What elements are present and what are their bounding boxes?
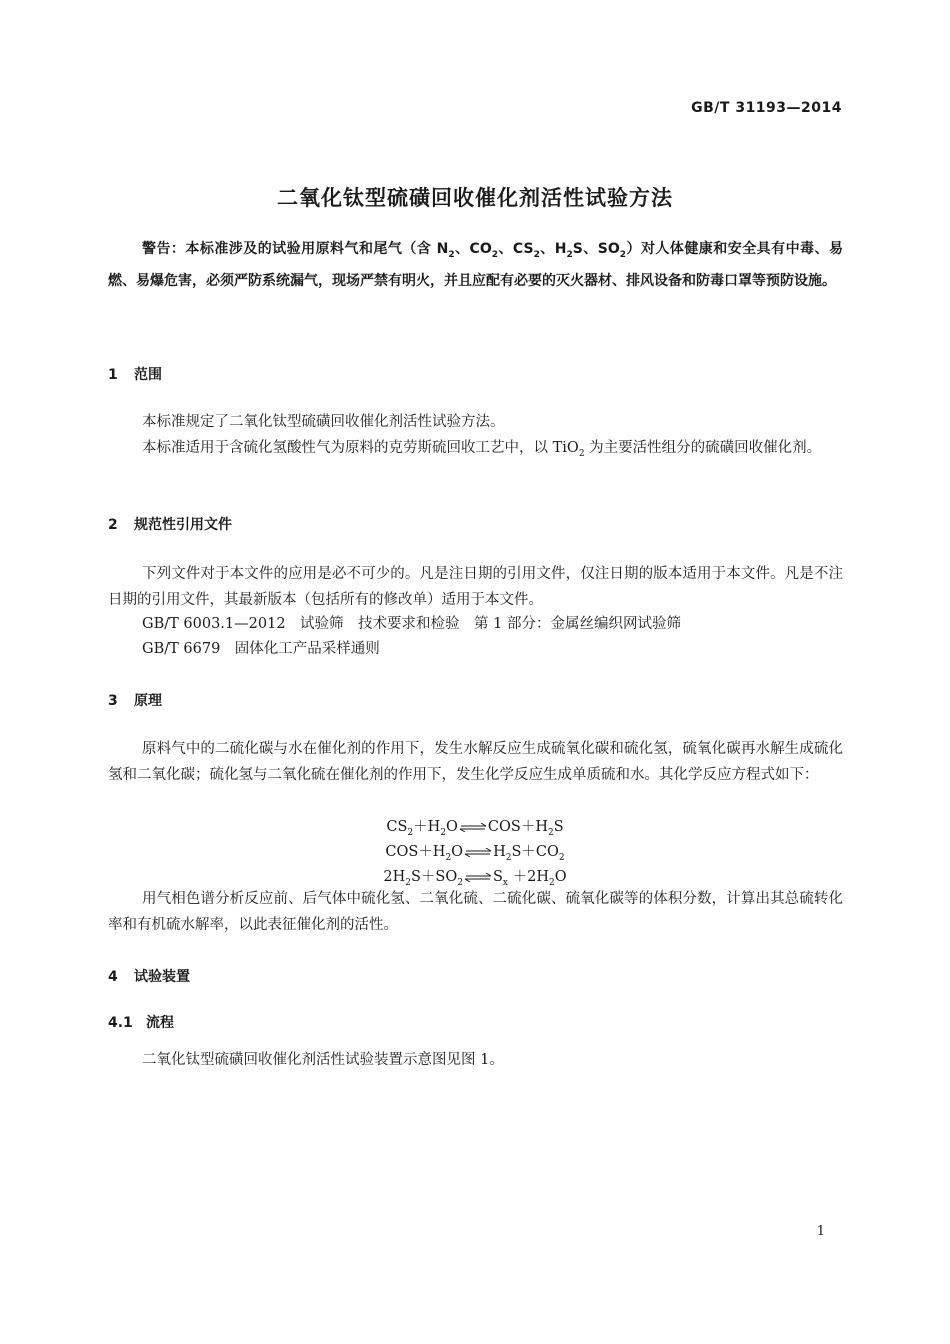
chemical-equation-2 (0, 840, 950, 863)
normative-references-paragraph: 下列文件对于本文件的应用是必不可少的。凡是注日期的引用文件，仅注日期的版本适用于本文件。凡是不注日期的引用文件，其最新版本（包括所有的修改单）适用于本文件。 (108, 566, 843, 608)
equation-subscript: 2 (548, 877, 555, 888)
warning-text: 警告：本标准涉及的试验用原料气和尾气（含 N (142, 241, 449, 257)
principle-paragraph: 原料气中的二硫化碳与水在催化剂的作用下，发生水解反应生成硫氧化碳和硫化氢，硫氧化碳再水解生成硫化氢和二氧化碳；硫化氢与二氧化硫在催化剂的作用下，发生化学反应生成单质硫和水。其化学反应方程式如下： (108, 741, 843, 783)
warning-text: S、SO (572, 241, 620, 257)
section-2-heading (108, 514, 232, 534)
n2-subscript: 2 (448, 249, 455, 260)
section-title: 范围 (134, 367, 162, 383)
equation-term: 2H (383, 869, 406, 885)
h2s-subscript: 2 (566, 249, 573, 260)
subsection-4-1-heading (108, 1012, 174, 1032)
equation-subscript: 2 (505, 852, 512, 863)
section-title: 规范性引用文件 (134, 517, 232, 533)
equilibrium-arrow-icon (464, 873, 492, 882)
chemical-equation-3 (0, 865, 950, 888)
paragraph-text: 为主要活性组分的硫磺回收催化剂。 (584, 440, 822, 456)
page-number: 1 (816, 1224, 825, 1239)
equation-term: S＋CO (511, 844, 559, 860)
scope-paragraph-1: 本标准规定了二氧化钛型硫磺回收催化剂活性试验方法。 (142, 414, 505, 430)
equation-term: S (553, 819, 564, 835)
section-number: 3 (108, 693, 118, 709)
equation-term: ＋H (413, 819, 441, 835)
section-number: 1 (108, 367, 118, 383)
cs2-subscript: 2 (533, 249, 540, 260)
subsection-number: 4.1 (108, 1015, 133, 1031)
section-1-heading (108, 364, 162, 384)
equilibrium-arrow-icon (464, 848, 492, 857)
flow-paragraph: 二氧化钛型硫磺回收催化剂活性试验装置示意图见图 1。 (142, 1052, 504, 1068)
warning-paragraph (108, 236, 843, 294)
section-3-heading (108, 690, 162, 710)
warning-text: 、H (539, 241, 567, 257)
equation-term: O (446, 819, 458, 835)
equilibrium-arrow-icon (459, 823, 487, 832)
so2-subscript: 2 (619, 249, 627, 260)
reference-item: GB/T 6003.1—2012 试验筛 技术要求和检验 第 1 部分：金属丝编织网试验筛 (142, 616, 681, 632)
equation-subscript: x (502, 877, 508, 888)
paragraph-text: 本标准适用于含硫化氢酸性气为原料的克劳斯硫回收工艺中，以 TiO (142, 440, 579, 456)
chemical-equation-1 (0, 815, 950, 838)
equation-term: CS (386, 819, 408, 835)
equation-subscript: 2 (558, 852, 565, 863)
equation-subscript: 2 (407, 827, 414, 838)
equation-term: ＋2H (508, 869, 549, 885)
equation-term: S (492, 869, 503, 885)
warning-text: 、CO (454, 241, 492, 257)
section-title: 试验装置 (134, 969, 190, 985)
principle-paragraph-2: 用气相色谱分析反应前、后气体中硫化氢、二氧化硫、二硫化碳、硫氧化碳等的体积分数，计算出其总硫转化率和有机硫水解率，以此表征催化剂的活性。 (108, 891, 843, 933)
tio2-subscript: 2 (578, 448, 585, 459)
equation-term: COS＋H (487, 819, 548, 835)
equation-subscript: 2 (445, 852, 452, 863)
equation-subscript: 2 (440, 827, 447, 838)
standard-code: GB/T 31193—2014 (691, 100, 842, 116)
section-4-heading (108, 966, 190, 986)
reference-item: GB/T 6679 固体化工产品采样通则 (142, 641, 380, 657)
warning-text: ）对人体健康和安全具有中毒、易燃、易爆危害，必须严防系统漏气，现场严禁有明火，并且应配有必要的灭火器材、排风设备和防毒口罩等预防设施。 (108, 241, 843, 289)
subsection-title: 流程 (146, 1015, 174, 1031)
section-number: 4 (108, 969, 118, 985)
equation-subscript: 2 (547, 827, 554, 838)
co2-subscript: 2 (491, 249, 498, 260)
warning-text: 、CS (498, 241, 534, 257)
equation-term: S＋SO (410, 869, 458, 885)
section-number: 2 (108, 517, 118, 533)
equation-subscript: 2 (405, 877, 411, 888)
scope-paragraph-2 (108, 435, 843, 467)
equation-term: O (451, 844, 464, 860)
equation-term: H (493, 844, 506, 860)
equation-term: COS＋H (385, 844, 446, 860)
document-title: 二氧化钛型硫磺回收催化剂活性试验方法 (277, 186, 673, 210)
section-title: 原理 (134, 693, 162, 709)
equation-subscript: 2 (457, 877, 463, 888)
equation-term: O (554, 869, 567, 885)
